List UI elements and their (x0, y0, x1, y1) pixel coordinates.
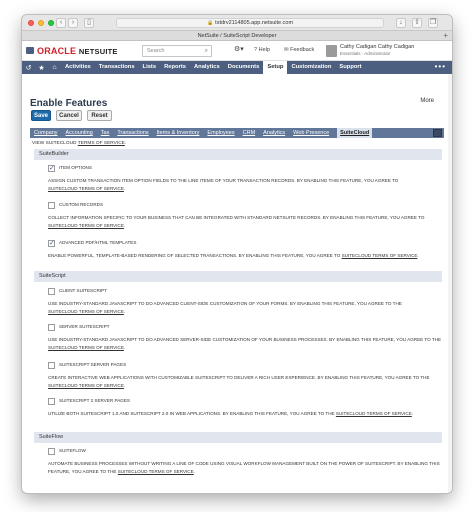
terms-of-service-link[interactable]: TERMS OF SERVICE (77, 141, 125, 146)
recent-records-icon[interactable]: ⚙▾ (234, 46, 244, 53)
sidebar-icon[interactable]: ▯ (84, 18, 94, 28)
feature-description (48, 300, 442, 316)
nav-customization[interactable]: Customization (291, 64, 332, 70)
tab-web-presence[interactable]: Web Presence (293, 130, 330, 136)
tab-items-inventory[interactable]: Items & Inventory (156, 130, 200, 136)
feature-description (48, 214, 442, 230)
close-window-button[interactable] (28, 20, 34, 26)
back-icon[interactable]: ‹ (56, 18, 66, 28)
description-suffix: . (193, 469, 195, 474)
description-text: USE INDUSTRY-STANDARD JAVASCRIPT TO DO ADVANCED CLIENT-SIDE CUSTOMIZATION OF YOUR FORMS. BY ENABLING THIS FEATURE, YOU AGREE TO THE (48, 301, 402, 306)
description-text: USE INDUSTRY-STANDARD JAVASCRIPT TO DO ADVANCED SERVER-SIDE CUSTOMIZATION OF YOUR BUSINESS PROCESSES. BY ENABLING THIS FEATURE, YOU AGREE TO THE (48, 337, 442, 342)
nav-support[interactable]: Support (339, 64, 362, 70)
description-text: COLLECT INFORMATION SPECIFIC TO YOUR BUSINESS THAT CAN BE INTEGRATED WITH STANDARD NETSUITE RECORDS. BY ENABLING THIS FEATURE, YOU AGREE TO (48, 215, 425, 220)
feature-label: SERVER SUITESCRIPT (59, 324, 110, 329)
terms-suffix: . (124, 141, 127, 146)
feature-label: SUITESCRIPT 2 SERVER PAGES (59, 398, 130, 403)
section-suitebuilder: SuiteBuilder (34, 149, 442, 160)
tab-accounting[interactable]: Accounting (65, 130, 93, 136)
description-suffix: . (123, 345, 126, 350)
help-label: Help (258, 47, 270, 53)
terms-of-service-link[interactable]: SUITECLOUD TERMS OF SERVICE (341, 253, 418, 258)
feature-label: ITEM OPTIONS (59, 165, 92, 170)
client-suitescript-checkbox[interactable] (48, 288, 55, 295)
feature-description (48, 336, 442, 352)
feature-description (48, 177, 442, 193)
main-navigation (22, 61, 452, 74)
url-text: tstdrv2114805.app.netsuite.com (215, 20, 294, 26)
netsuite-header (22, 41, 452, 61)
feature-description (48, 460, 442, 476)
help-link[interactable] (254, 47, 270, 53)
suitescript-server-pages-checkbox[interactable] (48, 362, 55, 369)
description-suffix: . (123, 186, 126, 191)
cancel-button[interactable]: Cancel (56, 110, 82, 121)
minimize-window-button[interactable] (38, 20, 44, 26)
feedback-icon: ✉ (284, 47, 289, 53)
user-name[interactable]: Cathy Cadigan Cathy Cadigan (340, 44, 415, 50)
share-icon[interactable]: ⇧ (412, 18, 422, 28)
description-suffix: . (411, 411, 414, 416)
search-placeholder: Search (147, 48, 165, 54)
recent-icon[interactable]: ↺ (25, 64, 32, 72)
feature-label: ADVANCED PDF/HTML TEMPLATES (59, 240, 137, 245)
feedback-link[interactable] (284, 47, 314, 53)
page-scrollbar[interactable] (448, 74, 452, 493)
nav-activities[interactable]: Activities (65, 64, 91, 70)
nav-setup[interactable]: Setup (263, 61, 287, 74)
description-text: UTILIZE BOTH SUITESCRIPT 1.0 AND SUITESCRIPT 2.0 IN WEB APPLICATIONS. BY ENABLING THIS FEATURE, YOU AGREE TO THE (48, 411, 336, 416)
feature-label: SUITEFLOW (59, 448, 86, 453)
new-tab-icon[interactable]: + (443, 31, 448, 40)
oracle-netsuite-logo[interactable] (37, 46, 118, 56)
description-suffix: . (123, 223, 126, 228)
forward-icon[interactable]: › (68, 18, 78, 28)
terms-prefix: VIEW SUITECLOUD (32, 141, 78, 146)
download-icon[interactable]: ↓ (396, 18, 406, 28)
view-terms-line (32, 141, 126, 146)
description-suffix: . (123, 309, 126, 314)
tabs-overview-icon[interactable]: ❐ (429, 19, 437, 26)
nav-analytics[interactable]: Analytics (193, 64, 220, 70)
feature-label: SUITESCRIPT SERVER PAGES (59, 362, 127, 367)
logo-netsuite-text: NETSUITE (78, 47, 118, 56)
suitescript-2-server-pages-checkbox[interactable] (48, 398, 55, 405)
browser-toolbar (22, 15, 452, 31)
more-menu[interactable]: More (420, 98, 434, 104)
description-text: AUTOMATE BUSINESS PROCESSES WITHOUT WRITING A LINE OF CODE USING VISUAL WORKFLOW MANAGEMENT BUILT ON THE POWER OF SUITESCRIPT. BY ENABLING THIS FEATURE, YOU AGREE TO THE (48, 461, 440, 474)
item-options-checkbox[interactable]: ✓ (49, 165, 55, 172)
tab-analytics[interactable]: Analytics (263, 130, 286, 136)
tab-tax[interactable]: Tax (100, 130, 110, 136)
global-search-input[interactable] (142, 45, 212, 57)
lock-icon: 🔒 (206, 20, 214, 26)
nav-documents[interactable]: Documents (227, 64, 260, 70)
tab-title[interactable]: NetSuite / SuiteScript Developer (197, 33, 277, 39)
search-icon[interactable]: ⌕ (204, 48, 208, 54)
feature-description (48, 410, 442, 418)
description-suffix: . (417, 253, 419, 258)
suiteflow-checkbox[interactable] (48, 448, 55, 455)
feature-description (48, 374, 442, 390)
feedback-label: Feedback (290, 47, 315, 53)
account-flag-icon (26, 47, 34, 54)
tab-employees[interactable]: Employees (207, 130, 235, 136)
nav-reports[interactable]: Reports (164, 64, 186, 70)
subtab-options-icon[interactable] (433, 129, 442, 137)
custom-records-checkbox[interactable] (48, 202, 55, 209)
feature-description (48, 252, 442, 260)
description-text: ENABLE POWERFUL, TEMPLATE-BASED RENDERING OF SELECTED TRANSACTIONS. BY ENABLING THIS FEATURE, YOU AGREE TO (48, 253, 342, 258)
avatar[interactable] (326, 45, 337, 57)
page-title: Enable Features (30, 98, 108, 109)
terms-of-service-link[interactable]: SUITECLOUD TERMS OF SERVICE (48, 345, 124, 350)
nav-transactions[interactable]: Transactions (98, 64, 135, 70)
description-suffix: . (123, 383, 126, 388)
tab-suitecloud[interactable]: SuiteCloud (337, 128, 372, 138)
browser-window (22, 15, 452, 493)
more-nav-icon[interactable]: ••• (434, 62, 446, 71)
save-button[interactable]: Save (31, 110, 51, 121)
user-role: Essentials - Administrator (340, 51, 391, 56)
feature-subtabs (30, 128, 444, 138)
section-suiteflow: SuiteFlow (34, 432, 442, 443)
home-icon[interactable]: ⌂ (52, 64, 57, 71)
terms-of-service-link[interactable]: SUITECLOUD TERMS OF SERVICE (48, 309, 124, 314)
feature-label: CLIENT SUITESCRIPT (59, 288, 107, 293)
terms-of-service-link[interactable]: SUITECLOUD TERMS OF SERVICE (48, 186, 124, 191)
terms-of-service-link[interactable]: SUITECLOUD TERMS OF SERVICE (335, 411, 412, 416)
zoom-window-button[interactable] (48, 20, 54, 26)
favorites-star-icon[interactable]: ★ (38, 64, 45, 72)
nav-lists[interactable]: Lists (142, 64, 157, 70)
address-bar[interactable] (116, 18, 384, 28)
feature-label: CUSTOM RECORDS (59, 202, 104, 207)
tab-transactions[interactable]: Transactions (117, 130, 149, 136)
reset-button[interactable]: Reset (87, 110, 112, 121)
terms-of-service-link[interactable]: SUITECLOUD TERMS OF SERVICE (48, 383, 124, 388)
section-suitescript: SuiteScript (34, 271, 442, 282)
logo-oracle-text: ORACLE (37, 46, 77, 56)
description-text: ASSIGN CUSTOM TRANSACTION ITEM OPTION FIELDS TO THE LINE ITEMS OF YOUR TRANSACTION RECORDS. BY ENABLING THIS FEATURE, YOU AGREE TO (48, 178, 399, 183)
advanced-pdf-templates-checkbox[interactable]: ✓ (49, 240, 55, 247)
help-icon: ? (254, 47, 258, 53)
server-suitescript-checkbox[interactable] (48, 324, 55, 331)
tab-company[interactable]: Company (34, 130, 58, 136)
description-text: CREATE INTERACTIVE WEB APPLICATIONS WITH CUSTOMIZABLE SUITESCRIPT TO DELIVER A RICH USER EXPERIENCE. BY ENABLING THIS FEATURE, YOU AGREE TO THE (48, 375, 430, 380)
window-controls (28, 20, 54, 26)
tab-crm[interactable]: CRM (242, 130, 256, 136)
terms-of-service-link[interactable]: SUITECLOUD TERMS OF SERVICE (117, 469, 194, 474)
terms-of-service-link[interactable]: SUITECLOUD TERMS OF SERVICE (48, 223, 124, 228)
tab-bar (22, 31, 452, 41)
